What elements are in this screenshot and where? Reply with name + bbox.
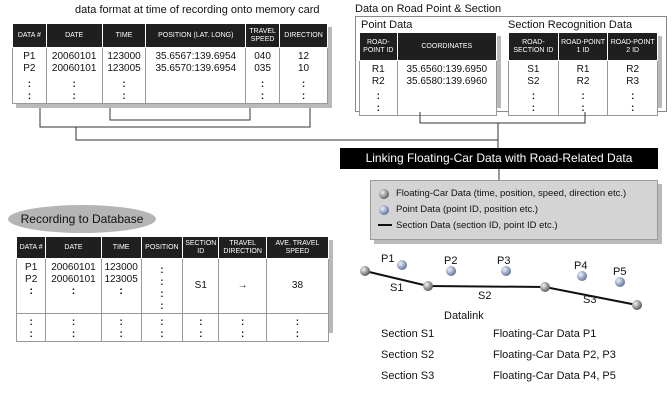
datalink-data: Floating-Car Data P2, P3 xyxy=(493,349,616,361)
table-row xyxy=(17,314,329,342)
cell: P1 P2 : xyxy=(17,259,46,314)
point-label-p4: P4 xyxy=(574,260,588,272)
cell: R1 xyxy=(558,61,608,77)
cell: 123000 123005 : xyxy=(101,259,141,314)
ellipsis-cell: : : xyxy=(558,88,608,116)
road-point-dot xyxy=(540,282,550,292)
col-header: ROAD-POINT 1 ID xyxy=(558,33,608,61)
ellipsis-cell: : : xyxy=(246,75,280,104)
col-header: ROAD-POINT ID xyxy=(360,33,398,61)
legend-item-floating-car: Floating-Car Data (time, position, speed, direction etc.) xyxy=(396,188,627,199)
cell: S2 xyxy=(509,76,559,88)
cell: 12 xyxy=(280,48,328,64)
point-label-p3: P3 xyxy=(497,255,511,267)
ellipsis-cell: : : xyxy=(219,314,267,342)
section-label-s1: S1 xyxy=(390,282,404,294)
cell: R2 xyxy=(558,76,608,88)
database-label-ellipse xyxy=(8,205,156,233)
datalink-section: Section S3 xyxy=(381,370,435,382)
cell: 20060101 xyxy=(46,63,102,75)
cell: P1 xyxy=(13,48,47,64)
col-header: SECTION ID xyxy=(183,237,219,259)
datalink-section: Section S1 xyxy=(381,328,435,340)
ellipsis-cell: : : xyxy=(141,314,183,342)
section-label-s2: S2 xyxy=(478,290,492,302)
ellipsis-cell: : : xyxy=(266,314,328,342)
floating-car-dot xyxy=(501,266,511,276)
legend-item-section: Section Data (section ID, point ID etc.) xyxy=(396,220,558,231)
ellipsis-cell: : : : : xyxy=(141,259,183,314)
point-label-p2: P2 xyxy=(444,255,458,267)
ellipsis-cell: : : xyxy=(608,88,658,116)
ellipsis-cell: : : xyxy=(280,75,328,104)
floating-car-dot xyxy=(615,277,625,287)
cell: 20060101 20060101 : xyxy=(46,259,101,314)
section-data-label: Section Recognition Data xyxy=(508,19,633,31)
database-table xyxy=(16,236,329,342)
floating-car-dot xyxy=(397,260,407,270)
col-header: AVE. TRAVEL SPEED xyxy=(266,237,328,259)
col-header: ROAD-SECTION ID xyxy=(509,33,559,61)
cell: S1 xyxy=(509,61,559,77)
col-header: TRAVEL DIRECTION xyxy=(219,237,267,259)
ellipsis-cell: : : xyxy=(183,314,219,342)
cell: 35.6570:139.6954 xyxy=(146,63,246,75)
col-header: DATA # xyxy=(17,237,46,259)
cell: 20060101 xyxy=(46,48,102,64)
cell: R3 xyxy=(608,76,658,88)
cell: 35.6567:139.6954 xyxy=(146,48,246,64)
ellipsis-cell: : : xyxy=(101,314,141,342)
cell: P2 xyxy=(13,63,47,75)
col-header: TIME xyxy=(102,24,146,48)
cell: 123000 xyxy=(102,48,146,64)
datalink-section: Section S2 xyxy=(381,349,435,361)
col-header: TIME xyxy=(101,237,141,259)
section-label-s3: S3 xyxy=(583,294,597,306)
legend-item-point: Point Data (point ID, position etc.) xyxy=(396,204,539,215)
cell: 123005 xyxy=(102,63,146,75)
ellipsis-cell: : : xyxy=(509,88,559,116)
cell: 38 xyxy=(266,259,328,314)
col-header: TRAVEL SPEED xyxy=(246,24,280,48)
point-data-label: Point Data xyxy=(361,19,413,31)
floating-car-dot xyxy=(577,271,587,281)
col-header: COORDINATES xyxy=(397,33,496,61)
col-header: DATE xyxy=(46,24,102,48)
cell: R1 xyxy=(360,61,398,77)
col-header: POSITION xyxy=(141,237,183,259)
memory-card-caption: data format at time of recording onto memory card xyxy=(75,4,320,16)
col-header: DATA # xyxy=(13,24,47,48)
table-row xyxy=(17,259,329,314)
ellipsis-cell: : : xyxy=(17,314,46,342)
road-point-dot xyxy=(423,281,433,291)
cell: S1 xyxy=(183,259,219,314)
point-label-p5: P5 xyxy=(613,266,627,278)
cell: 035 xyxy=(246,63,280,75)
road-point-dot xyxy=(360,266,370,276)
ellipsis-cell: : : xyxy=(46,75,102,104)
datalink-data: Floating-Car Data P1 xyxy=(493,328,597,340)
col-header: DATE xyxy=(46,237,101,259)
cell: 35.6560:139.6950 xyxy=(397,61,496,77)
cell: R2 xyxy=(608,61,658,77)
cell: R2 xyxy=(360,76,398,88)
road-point-dot xyxy=(632,300,642,310)
cell: 10 xyxy=(280,63,328,75)
cell: → xyxy=(219,259,267,314)
cell: 35.6580:139.6960 xyxy=(397,76,496,88)
point-label-p1: P1 xyxy=(381,253,395,265)
col-header: POSITION (LAT. LONG) xyxy=(146,24,246,48)
ellipsis-cell: : : xyxy=(46,314,101,342)
link-banner-text: Linking Floating-Car Data with Road-Related Data xyxy=(365,151,633,165)
datalink-title: Datalink xyxy=(444,310,484,322)
cell: 040 xyxy=(246,48,280,64)
database-label: Recording to Database xyxy=(20,212,144,226)
col-header: DIRECTION xyxy=(280,24,328,48)
ellipsis-cell: : : xyxy=(360,88,398,116)
ellipsis-cell: : : xyxy=(13,75,47,104)
ellipsis-cell: : : xyxy=(102,75,146,104)
datalink-data: Floating-Car Data P4, P5 xyxy=(493,370,616,382)
col-header: ROAD-POINT 2 ID xyxy=(608,33,658,61)
road-data-title: Data on Road Point & Section xyxy=(355,3,502,15)
floating-car-dot xyxy=(446,266,456,276)
